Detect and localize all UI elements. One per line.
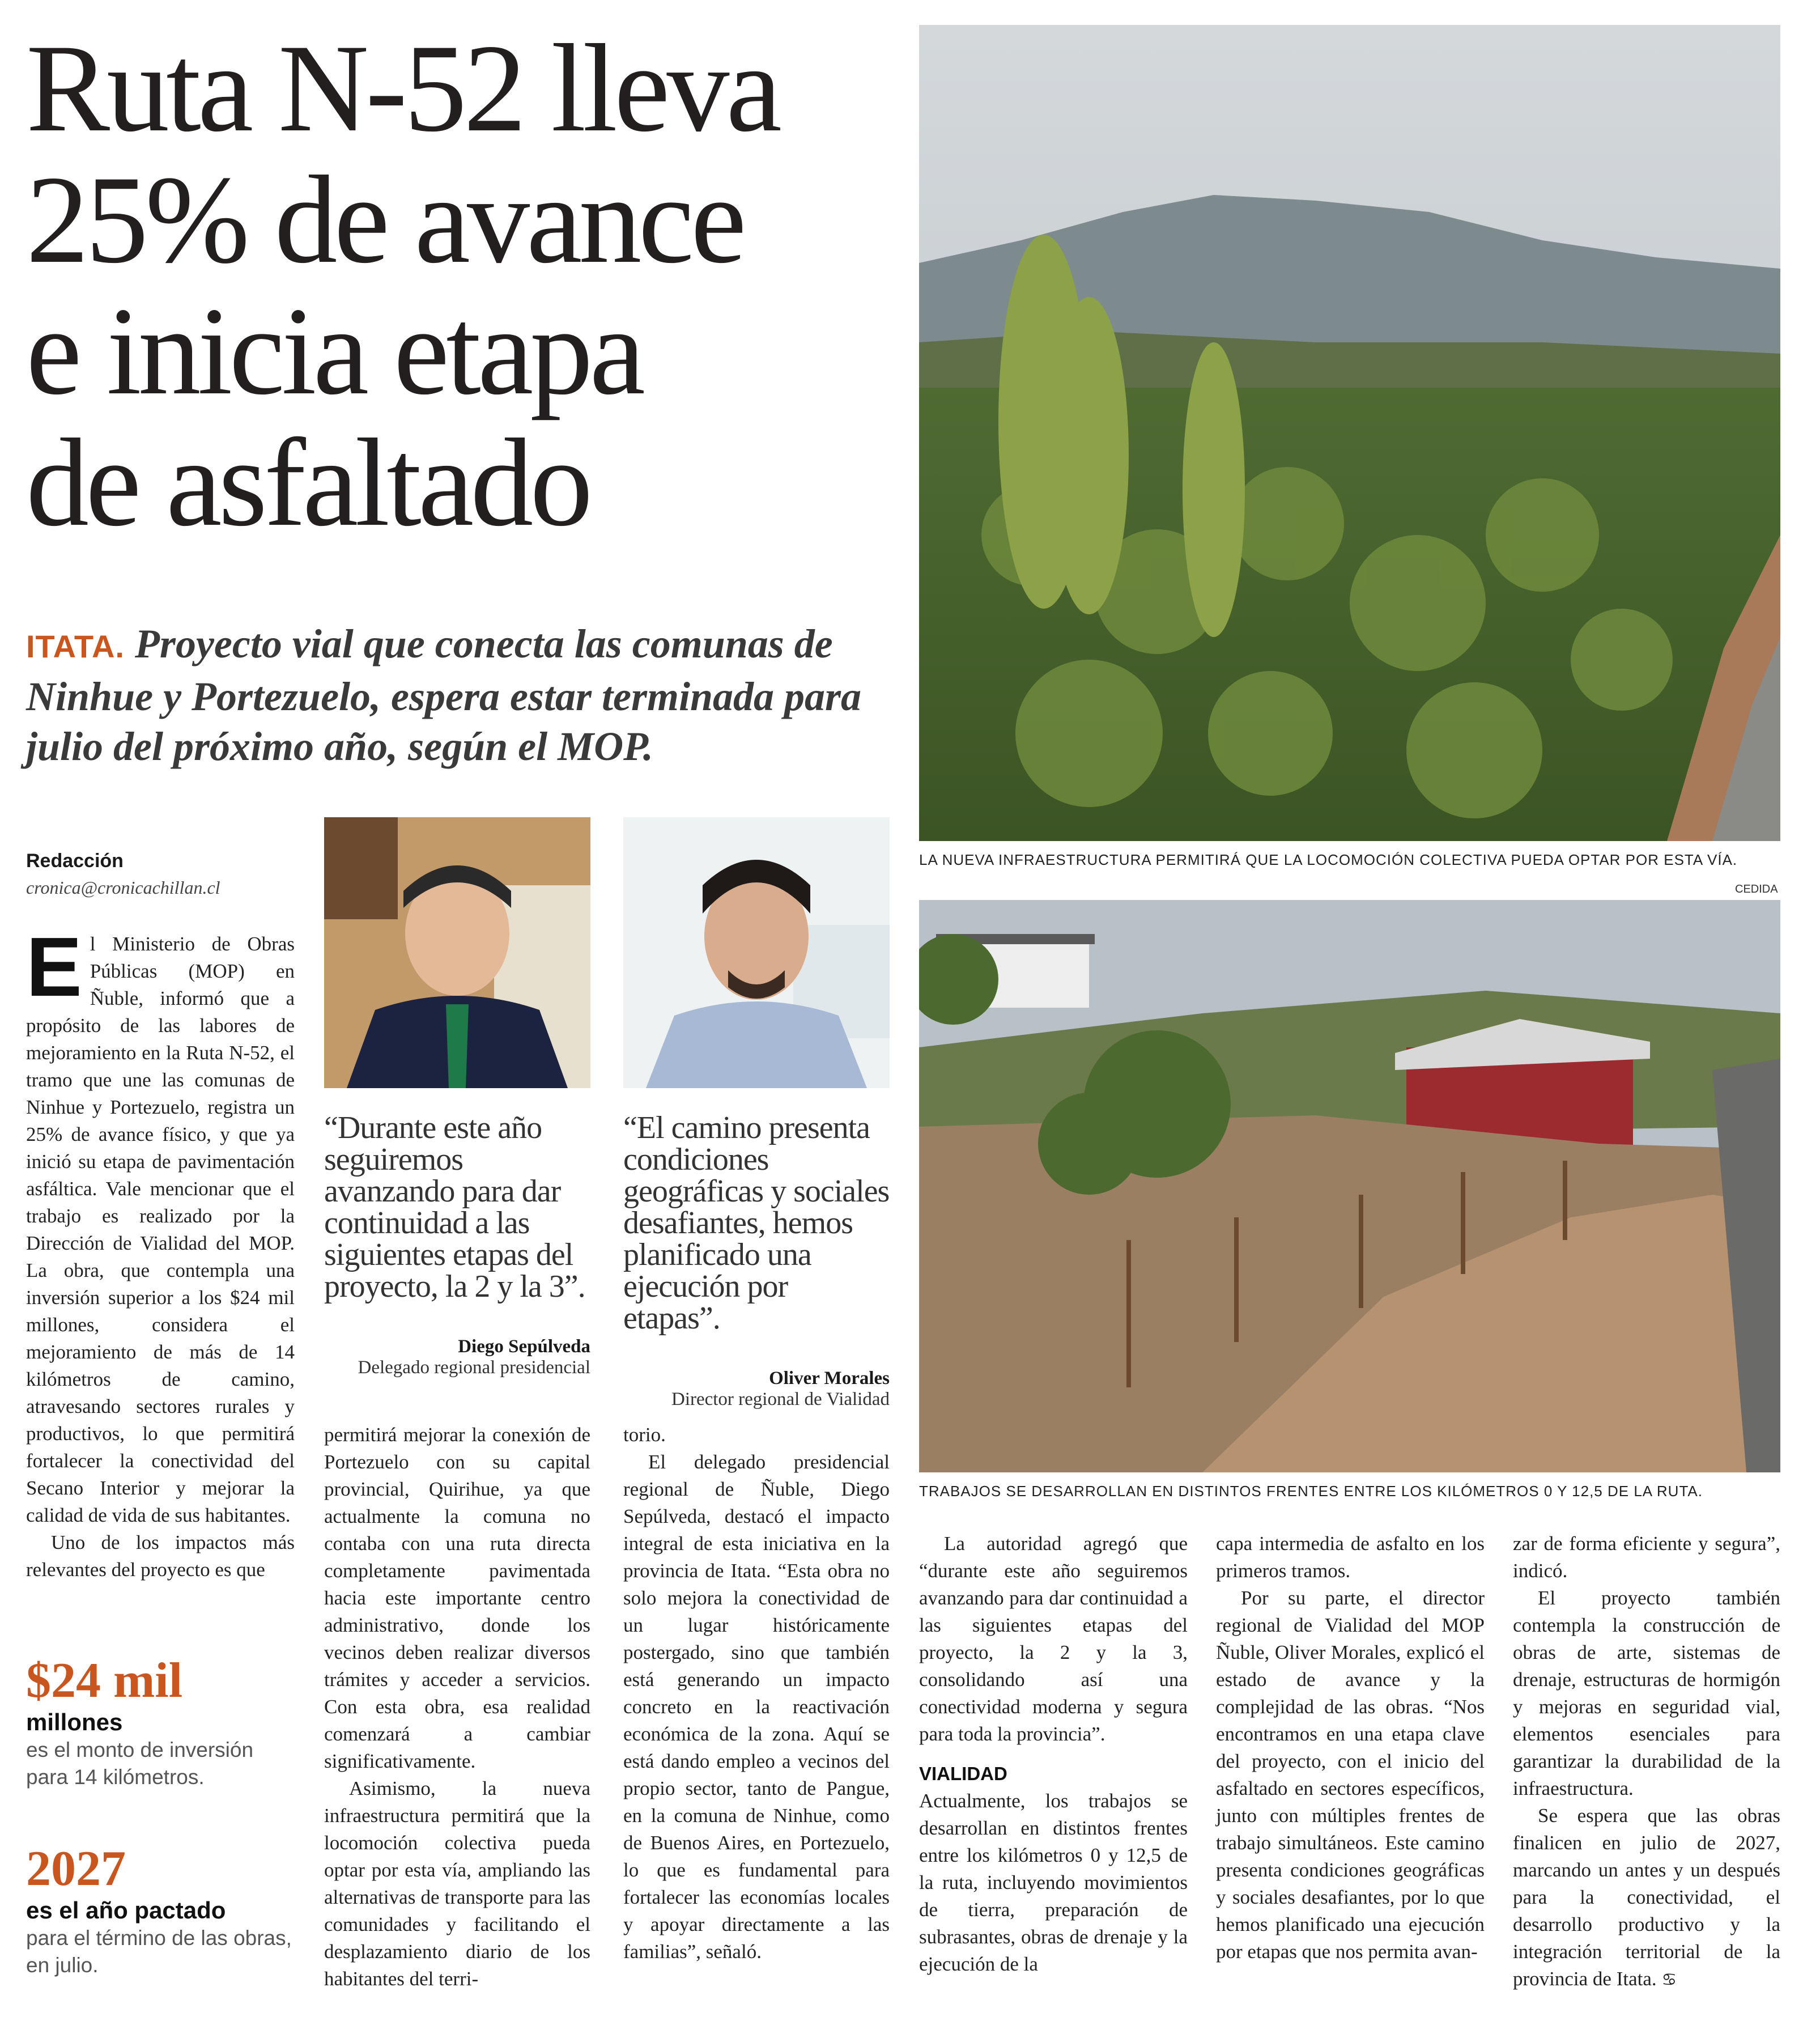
paragraph: torio. [623,1424,666,1446]
article-column-2 [324,1421,590,1993]
photo-construction [919,900,1780,1472]
article-column-6 [1513,1530,1780,1994]
headline-line-2: 25% de avance [26,150,743,290]
paragraph: permitirá mejorar la conexión de Portezuelo con su capital provincial, Quirihue, ya que actualmente la comuna no contaba con una ruta directa completamente pavimentada hacia este importante centro administrativo, donde los vecinos deben realizar diversos trámites y acceder a servicios. Con esta obra, esa realidad comenzará a cambiar significativamente. [324,1424,590,1772]
headline [26,19,887,553]
byline-author: Redacción [26,850,124,872]
headline-line-1: Ruta N-52 lleva [26,19,779,158]
photo-landscape-image [919,25,1780,841]
quote-text: “Durante este año seguiremos avanzando para dar continuidad a las siguientes etapas del proyecto, la 2 y la 3”. [324,1110,585,1304]
fact-description: para el término de las obras, en julio. [26,1926,292,1977]
portrait-oliver-morales [623,817,890,1088]
subheadline [26,619,893,771]
photo-construction-caption: TRABAJOS SE DESARROLLAN EN DISTINTOS FRENTES ENTRE LOS KILÓMETROS 0 Y 12,5 DE LA RUTA. [919,1483,1703,1500]
quote-author-name: Oliver Morales [769,1368,890,1389]
paragraph-text: l Ministerio de Obras Públicas (MOP) en Ñuble, informó que a propósito de las labores de mejoramiento en la Ruta N-52, el tramo que une las comunas de Ninhue y Portezuelo, registra un 25% de avance físico, y que ya inició su etapa de pavimentación asfáltica. Vale mencionar que el trabajo es realizado por la Dirección de Vialidad del MOP. La obra, que contempla una inversión superior a los $24 mil millones, considera el mejoramiento de más de 14 kilómetros de camino, atravesando sectores rurales y productivos, lo que permitirá fortalecer la conectividad del Secano Interior y mejorar la calidad de vida de sus habitantes. [26,933,295,1526]
paragraph [26,920,295,1529]
quote-author-name: Diego Sepúlveda [458,1336,590,1357]
paragraph-text: Se espera que las obras finalicen en julio de 2027, marcando un antes y un después para la conectividad, el desarrollo productivo y la integración territorial de la provincia de Itata. [1513,1805,1780,1990]
paragraph: El delegado presidencial regional de Ñuble, Diego Sepúlveda, destacó el impacto integral de esta iniciativa en la provincia de Itata. “Esta obra no solo mejora la conectividad de un lugar históricamente postergado, sino que también está generando un impacto concreto en la reactivación económica de la zona. Aquí se está dando empleo a vecinos del propio sector, tanto de Pangue, en la comuna de Ninhue, como de Buenos Aires, en Portezuelo, lo que es fundamental para fortalecer las economías locales y apoyar directamente a las familias”, señaló. [623,1451,890,1963]
paragraph: Actualmente, los trabajos se desarrollan en distintos frentes entre los kilómetros 0 y 12,5 de la ruta, incluyendo movimientos de tierra, preparación de subrasantes, obras de drenaje y la ejecución de la [919,1790,1188,1975]
article-column-5 [1216,1530,1485,1965]
fact-description: es el monto de inversión para 14 kilómetros. [26,1738,254,1789]
pull-quote-diego [324,1112,590,1378]
paragraph: Uno de los impactos más relevantes del proyecto es que [26,1531,295,1581]
paragraph [1513,1802,1780,1994]
paragraph: El proyecto también contempla la construcción de obras de arte, sistemas de drenaje, estructuras de hormigón y mejoras en seguridad vial, elementos esenciales para garantizar la durabilidad de la infraestructura. [1513,1587,1780,1799]
fact-number: 2027 [26,1841,126,1896]
headline-line-3: e inicia etapa [26,282,642,421]
quote-author-role: Director regional de Vialidad [671,1389,890,1409]
portrait-diego-sepulveda [324,817,590,1088]
article-column-3 [623,1421,890,1965]
quote-text: “El camino presenta condiciones geográficas y sociales desafiantes, hemos planificado una ejecución por etapas”. [623,1110,890,1336]
drop-cap: E [26,920,82,1014]
paragraph: Asimismo, la nueva infraestructura permitirá que la locomoción colectiva pueda optar por esta vía, ampliando las alternativas de transporte para las comunidades y facilitando el desplazamiento diario de los habitantes del terri- [324,1777,590,1990]
fact-label: es el año pactado [26,1897,226,1924]
paragraph: zar de forma eficiente y segura”, indicó. [1513,1532,1780,1582]
article-column-1 [26,920,295,1583]
fact-box-investment [26,1654,295,1791]
quote-author-role: Delegado regional presidencial [358,1357,590,1378]
section-heading: VIALIDAD [919,1763,1007,1784]
photo-landscape [919,25,1780,841]
headline-line-4: de asfaltado [26,413,590,553]
paragraph: La autoridad agregó que “durante este año seguiremos avanzando para dar continuidad a las siguientes etapas del proyecto, la 2 y la 3, consolidando así una conectividad moderna y segura para toda la provincia”. [919,1532,1188,1745]
kicker: ITATA. [26,629,125,664]
paragraph: Por su parte, el director regional de Vialidad del MOP Ñuble, Oliver Morales, explicó el estado de avance y la complejidad de las obras. “Nos encontramos en una etapa clave del proyecto, con el inicio del asfaltado en sectores específicos, junto con múltiples frentes de trabajo simultáneos. Este camino presenta condiciones geográficas y sociales desafiantes, por lo que hemos planificado una ejecución por etapas que nos permita avan- [1216,1587,1485,1963]
article-column-4 [919,1530,1188,1978]
fact-label: millones [26,1709,123,1735]
photo-landscape-caption: LA NUEVA INFRAESTRUCTURA PERMITIRÁ QUE LA LOCOMOCIÓN COLECTIVA PUEDA OPTAR POR ESTA VÍA. [919,851,1738,868]
fact-number: $24 mil [26,1653,183,1708]
photo-construction-image [919,900,1780,1472]
paragraph: capa intermedia de asfalto en los primeros tramos. [1216,1532,1485,1582]
subheadline-text: Proyecto vial que conecta las comunas de Ninhue y Portezuelo, espera estar terminada para julio del próximo año, según el MOP. [26,621,862,769]
byline-email: cronica@cronicachillan.cl [26,877,220,898]
portrait-image [623,817,890,1088]
end-mark-icon: ♋ [1661,1970,1677,1990]
pull-quote-oliver [623,1112,890,1410]
photo-credit: CEDIDA [1735,883,1778,895]
portrait-image [324,817,590,1088]
fact-box-year [26,1842,295,1979]
